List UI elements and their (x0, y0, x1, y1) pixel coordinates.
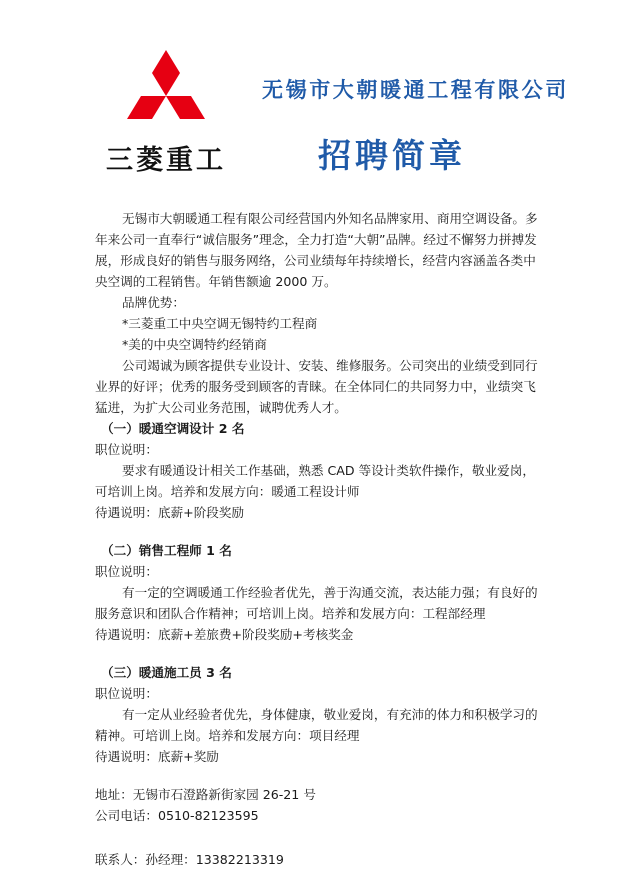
brand-item: *美的中央空调特约经销商 (122, 337, 267, 352)
position-description: 要求有暖通设计相关工作基础，熟悉 CAD 等设计类软件操作，敬业爱岗，可培训上岗。培养和发展方向：暖通工程设计师 (95, 463, 535, 499)
position-desc-label: 职位说明： (95, 686, 158, 701)
position-pay: 待遇说明：底薪+奖励 (95, 749, 219, 764)
brand-label: 品牌优势： (122, 295, 185, 310)
position-heading: （三）暖通施工员 3 名 (101, 665, 232, 680)
position-pay: 待遇说明：底薪+差旅费+阶段奖励+考核奖金 (95, 627, 354, 642)
position-description: 有一定从业经验者优先，身体健康，敬业爱岗，有充沛的体力和积极学习的精神。可培训上岗。培养和发展方向：项目经理 (95, 707, 538, 743)
company-logo (106, 50, 226, 180)
position-desc-label: 职位说明： (95, 442, 158, 457)
position-desc-label: 职位说明： (95, 564, 158, 579)
brand-item: *三菱重工中央空调无锡特约工程商 (122, 316, 318, 331)
page-title: 招聘简章 (318, 136, 466, 175)
contact-person: 联系人：孙经理：13382213319 (95, 852, 284, 867)
position-heading: （二）销售工程师 1 名 (101, 543, 232, 558)
company-name: 无锡市大朝暖通工程有限公司 (262, 77, 569, 102)
position-description: 有一定的空调暖通工作经验者优先，善于沟通交流，表达能力强；有良好的服务意识和团队合作精神；可培训上岗。培养和发展方向：工程部经理 (95, 585, 538, 621)
position-pay: 待遇说明：底薪+阶段奖励 (95, 505, 245, 520)
document-body (95, 208, 543, 870)
logo-text: 三菱重工 (106, 145, 226, 176)
position-heading: （一）暖通空调设计 2 名 (101, 421, 245, 436)
contact-address: 地址：无锡市石澄路新街家园 26-21 号 (95, 787, 316, 802)
contact-phone: 公司电话：0510-82123595 (95, 808, 259, 823)
intro-paragraph: 无锡市大朝暖通工程有限公司经营国内外知名品牌家用、商用空调设备。多年来公司一直奉行“诚信服务”理念，全力打造“大朝”品牌。经过不懈努力拼搏发展，形成良好的销售与服务网络，公司业绩每年持续增长，经营内容涵盖各类中央空调的工程销售。年销售额逾 2000 万。 (95, 211, 538, 289)
three-diamonds-icon (116, 50, 216, 138)
closing-paragraph: 公司竭诚为顾客提供专业设计、安装、维修服务。公司突出的业绩受到同行业界的好评；优秀的服务受到顾客的青睐。在全体同仁的共同努力中，业绩突飞猛进，为扩大公司业务范围，诚聘优秀人才。 (95, 358, 538, 415)
